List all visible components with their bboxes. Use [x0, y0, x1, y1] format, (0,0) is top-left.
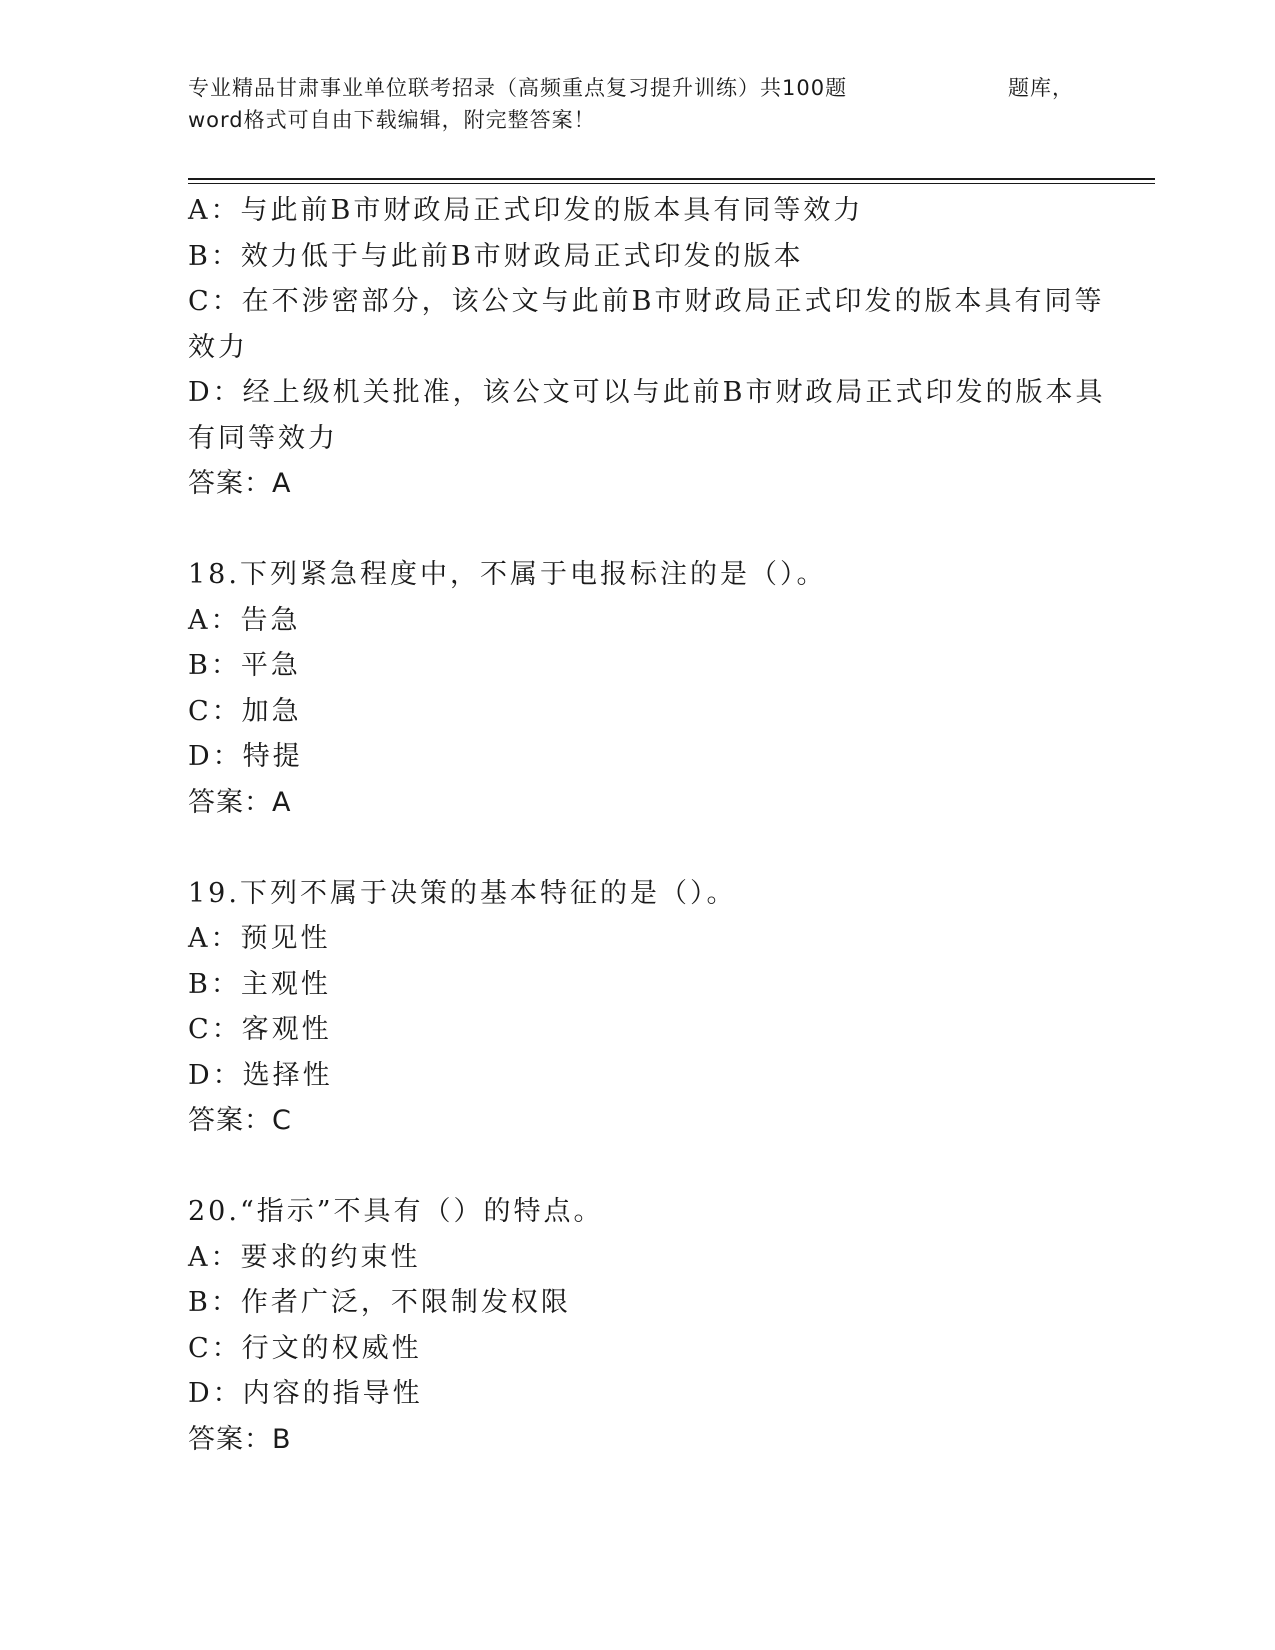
option-c: C：客观性: [188, 1014, 332, 1045]
header-title: 专业精品甘肃事业单位联考招录（高频重点复习提升训练）共100题: [188, 76, 848, 100]
answer: 答案：A: [188, 468, 292, 499]
header-title-tail: 题库，: [1008, 76, 1074, 100]
option-c: C：在不涉密部分，该公文与此前B市财政局正式印发的版本具有同等: [188, 286, 1105, 317]
answer: 答案：A: [188, 786, 292, 818]
option-a: A：预见性: [188, 923, 331, 954]
option-b: B：效力低于与此前B市财政局正式印发的版本: [188, 240, 804, 272]
option-d: D：选择性: [188, 1059, 333, 1091]
header-line-1: [188, 72, 1074, 104]
option-c: C：行文的权威性: [188, 1332, 422, 1364]
header-subtitle: word格式可自由下载编辑，附完整答案！: [188, 108, 596, 132]
option-b: B：平急: [188, 650, 301, 681]
page-header: [188, 72, 1074, 136]
option-d: D：经上级机关批准，该公文可以与此前B市财政局正式印发的版本具: [188, 377, 1106, 408]
question-19: [188, 871, 1078, 1144]
document-body: [188, 188, 1106, 1462]
answer: 答案：B: [188, 1423, 292, 1455]
header-divider-thick: [188, 178, 1155, 180]
spacer: [188, 1144, 1078, 1190]
option-c-continued: 效力: [188, 331, 248, 363]
spacer: [188, 825, 1078, 871]
option-a: A：要求的约束性: [188, 1241, 421, 1273]
option-b: B：主观性: [188, 968, 331, 1000]
option-c: C：加急: [188, 695, 302, 727]
question-stem: 19.下列不属于决策的基本特征的是（）。: [188, 877, 737, 909]
option-a: A：告急: [188, 604, 301, 636]
question-18: [188, 552, 1078, 825]
option-d: D：特提: [188, 741, 303, 772]
header-divider-thin: [188, 183, 1155, 184]
spacer: [188, 507, 1078, 553]
option-b: B：作者广泛，不限制发权限: [188, 1287, 571, 1318]
question-17-continued: [188, 188, 1106, 507]
option-d-continued: 有同等效力: [188, 422, 338, 454]
answer: 答案：C: [188, 1105, 292, 1136]
question-20: [188, 1189, 1078, 1462]
question-stem: 20.“指示”不具有（）的特点。: [188, 1196, 604, 1227]
question-stem: 18.下列紧急程度中，不属于电报标注的是（）。: [188, 559, 827, 590]
option-d: D：内容的指导性: [188, 1378, 423, 1409]
option-a: A：与此前B市财政局正式印发的版本具有同等效力: [188, 195, 864, 226]
